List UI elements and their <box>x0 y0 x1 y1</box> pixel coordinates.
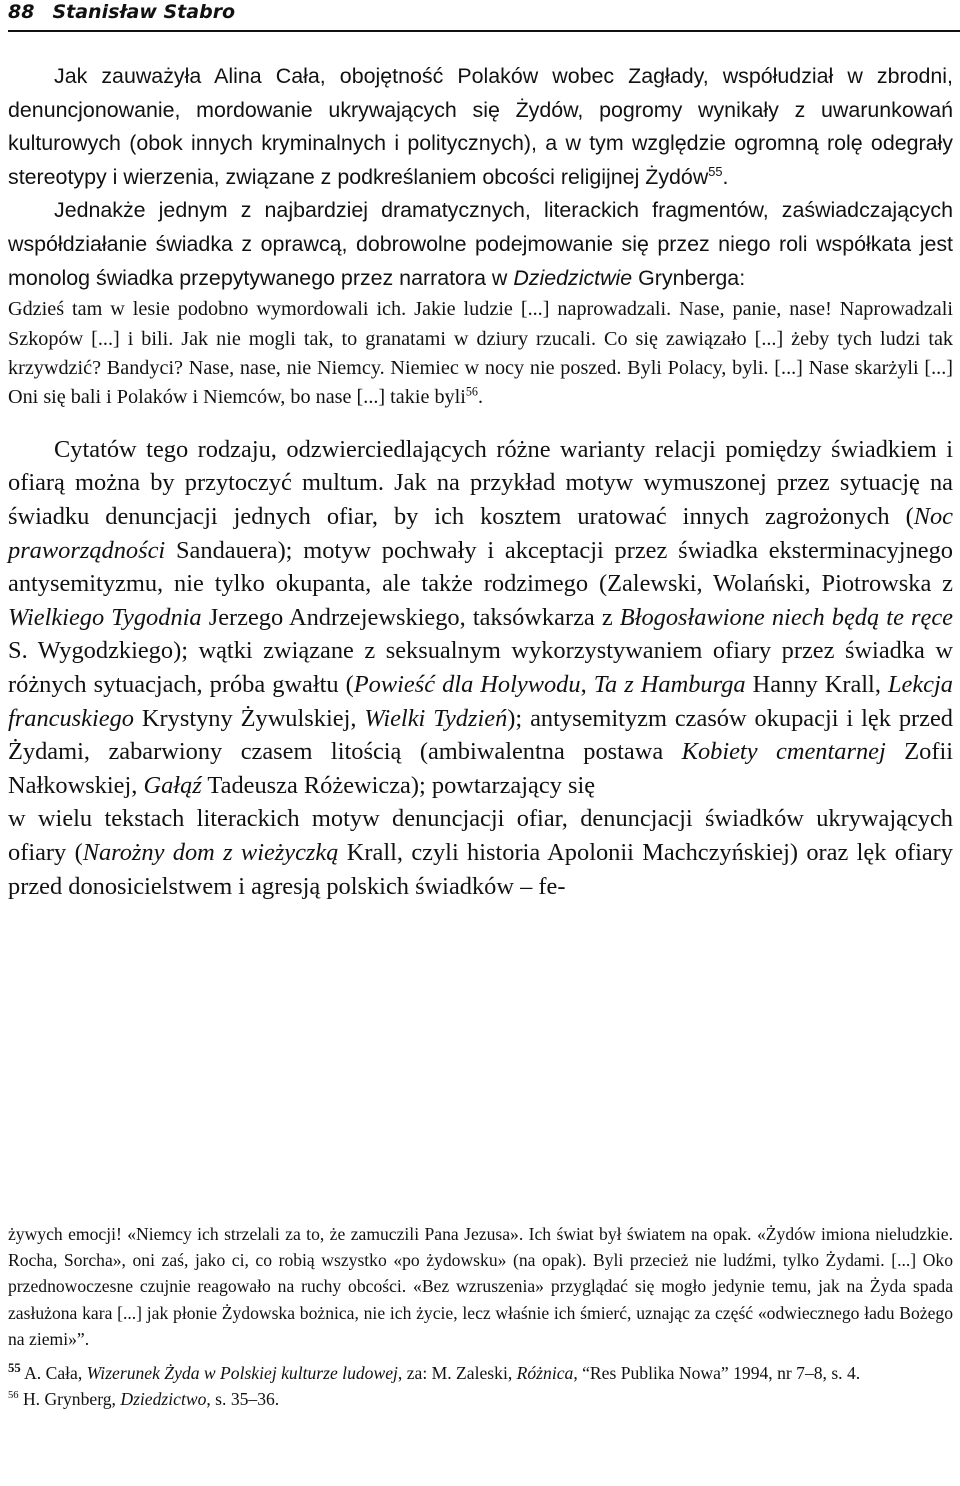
footnote-number-56: 56 <box>8 1390 19 1402</box>
block-quote-end: . <box>477 386 484 409</box>
work-title: Noc praworządności <box>8 502 953 564</box>
work-title: Wielki Tydzień <box>364 704 508 732</box>
text-run: Tadeusza Różewicza); powtarzający się <box>201 771 596 799</box>
main-text <box>8 60 953 903</box>
work-title: Wizerunek Żyda w Polskiej kulturze ludowej <box>86 1363 398 1384</box>
text-run: Krall, czyli historia Apolonii Machczyńskiej) oraz lęk ofiary przed donosicielstwem i agresją polskich świadków – fe- <box>8 838 953 900</box>
block-quote-text: Gdzieś tam w lesie podobno wymordowali ich. Jakie ludzie [...] naprowadzali. Nase, panie, nase! Naprowadzali Szkopów [...] i bili. Jak nie mogli tak, to granatami w dziury rzucali. Co się zawiązało [...] żeby tych ludzi tak krzywdzić? Bandyci? Nase, nase, nie Niemcy. Niemiec w nocy nie poszed. Byli Polacy, byli. [...] Nase skarżyli [...] Oni się bali i Polaków i Niemców, bo nase [...] takie byli <box>8 298 953 409</box>
text-run: Jerzego Andrzejewskiego, taksówkarza z <box>201 603 620 631</box>
text-run: Krystyny Żywulskiej, <box>134 704 365 732</box>
text-run: H. Grynberg, <box>18 1389 121 1410</box>
page-number: 88 <box>8 1 35 23</box>
running-head-author: Stanisław Stabro <box>52 1 236 23</box>
footnotes <box>8 1221 953 1412</box>
text-run: , s. 35–36. <box>206 1389 280 1410</box>
text-run: A. Cała, <box>20 1363 87 1384</box>
paragraph-2-end: Grynberga: <box>632 265 746 290</box>
block-quote <box>8 295 953 413</box>
work-title: Błogosławione niech będą te ręce <box>619 603 953 631</box>
title-dziedzictwie: Dziedzictwie <box>513 265 633 290</box>
paragraph-1 <box>8 60 953 194</box>
paragraph-1-end: . <box>722 164 729 189</box>
text-run: Cytatów tego rodzaju, odzwierciedlających różne warianty relacji pomiędzy świadkiem i ofiarą można by przytoczyć multum. Jak na przykład motyw wymuszonej przez sytuację na świadku denuncjacji jednych ofiar, by ich kosztem uratować innych zagrożonych ( <box>8 435 953 530</box>
text-run: , “Res Publika Nowa” 1994, nr 7–8, s. 4. <box>573 1363 861 1384</box>
paragraph-2 <box>8 194 953 295</box>
work-title: Kobiety cmentarnej <box>681 738 886 766</box>
work-title: Dziedzictwo <box>120 1389 207 1410</box>
text-run: Sandauera); motyw pochwały i akceptacji przez świadka eksterminacyjnego antysemityzmu, nie tylko okupanta, ale także rodzimego (Zalewski, Wolański, Piotrowska z <box>8 536 953 598</box>
spacer <box>8 413 953 433</box>
work-title: Ta z Hamburga <box>593 670 746 698</box>
work-title: Wielkiego Tygodnia <box>8 603 202 631</box>
paragraph-3 <box>8 433 953 803</box>
work-title: Różnica <box>516 1363 574 1384</box>
footnote-continuation: żywych emocji! «Niemcy ich strzelali za to, że zamuczili Pana Jezusa». Ich świat był światem na opak. «Żydów imiona nieludzkie. Rocha, Sorcha», oni zaś, jako ci, co robią wszystko «po żydowsku» (na opak). Byli przecież nie ludźmi, tylko Żydami. [...] Oko przednowoczesne czujnie reagowało na ruchy obcości. «Bez wzruszenia» przyglądać się mogło jedynie temu, jak na Żyda spada zasłużona kara [...] jak płonie Żydowska bożnica, nie ich życie, lecz właśnie ich śmierć, uznając za część «odwiecznego ładu Bożego na ziemi»”. <box>8 1224 953 1349</box>
text-run: Zofii Nałkowskiej, <box>8 738 953 799</box>
text-run: S. Wygodzkiego); wątki związane z seksualnym wykorzystywaniem ofiary przez świadka w różnych sytuacjach, próba gwałtu ( <box>8 637 953 698</box>
footnote-number-55: 55 <box>8 1361 21 1376</box>
text-run: ); antysemityzm czasów okupacji i lęk przed Żydami, zabarwiony czasem litością (ambiwalentna postawa <box>8 704 953 766</box>
paragraph-2-text: Jednakże jednym z najbardziej dramatycznych, literackich fragmentów, zaświadczających współdziałanie świadka z oprawcą, dobrowolne podejmowanie się przez niego roli współkata jest monolog świadka przepytywanego przez narratora w <box>8 198 953 290</box>
work-title: Powieść dla Holywodu <box>353 670 581 698</box>
work-title: Lekcja francuskiego <box>8 670 953 732</box>
footnote-ref-55[interactable]: 55 <box>708 163 723 179</box>
footnote-56 <box>8 1386 953 1412</box>
work-title: Gałąź <box>143 771 202 799</box>
text-run: w wielu tekstach literackich motyw denuncjacji ofiar, denuncjacji świadków ukrywających ofiary ( <box>8 805 953 866</box>
text-run: , <box>580 670 594 698</box>
text-run: Hanny Krall, <box>745 670 888 698</box>
running-header <box>8 0 960 32</box>
footnote-55 <box>8 1360 953 1386</box>
text-run: , za: M. Zaleski, <box>397 1363 517 1384</box>
footnote-ref-56[interactable]: 56 <box>465 384 478 399</box>
paragraph-3-continued <box>8 802 953 903</box>
work-title: Narożny dom z wieżyczką <box>82 838 339 866</box>
paragraph-1-text: Jak zauważyła Alina Cała, obojętność Polaków wobec Zagłady, współudział w zbrodni, denuncjonowanie, mordowanie ukrywających się Żydów, pogromy wynikały z uwarunkowań kulturowych (obok innych kryminalnych i politycznych), a w tym względzie ogromną rolę odegrały stereotypy i wierzenia, związane z podkreślaniem obcości religijnej Żydów <box>8 64 953 189</box>
